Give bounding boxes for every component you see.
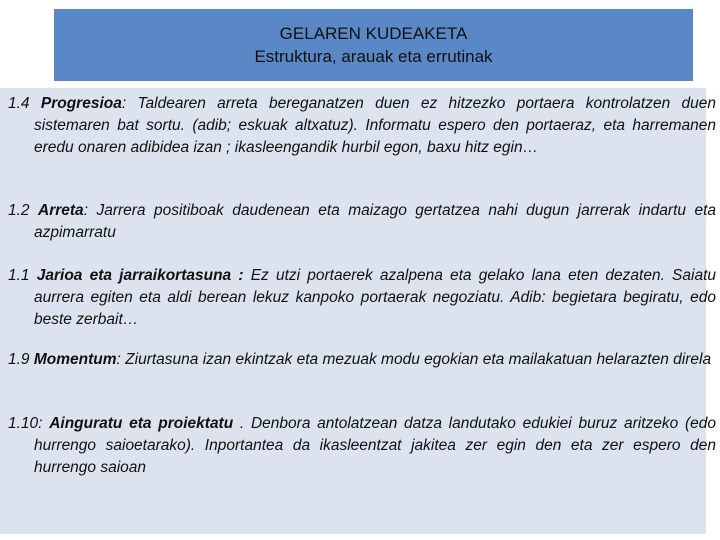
item-number: 1.10: bbox=[8, 415, 43, 432]
slide-title: GELAREN KUDEAKETA bbox=[279, 24, 468, 43]
item-number: 1.9 bbox=[8, 351, 30, 368]
list-item bbox=[8, 413, 716, 479]
item-number: 1.1 bbox=[8, 267, 30, 284]
item-separator: : bbox=[121, 95, 127, 112]
list-item bbox=[8, 200, 716, 244]
item-number: 1.4 bbox=[8, 95, 30, 112]
item-separator: . bbox=[233, 415, 245, 432]
item-text: Jarrera positiboak daudenean eta maizago gertatzea nahi dugun jarrerak indartu eta azpimarratu bbox=[34, 202, 716, 241]
item-separator: : bbox=[116, 351, 121, 368]
item-term: Progresioa bbox=[40, 95, 122, 112]
item-number: 1.2 bbox=[8, 202, 30, 219]
list-item bbox=[8, 93, 716, 159]
list-item bbox=[8, 349, 716, 371]
item-text: Ez utzi portaerek azalpena eta gelako lana eten dezaten. Saiatu aurrera egiten eta aldi berean lekuz kanpoko portaerak negoziatu. Adib: begietara begiratu, edo beste zerbait… bbox=[34, 267, 716, 328]
item-text: Denbora antolatzean datza landutako edukiei buruz aritzeko (edo hurrengo saioetarako). Inportantea da ikasleentzat jakitea zer egin den eta zer espero den hurrengo saioan bbox=[34, 415, 716, 476]
item-text: Taldearen arreta bereganatzen duen ez hitzezko portaera kontrolatzen duen sistemaren bat sortu. (adib; eskuak altxatuz). Informatu espero den portaeraz, eta harremanen eredu onaren adibidea izan ; ikasleengandik hurbil egon, baxu hitz egin… bbox=[34, 95, 716, 156]
item-term: Arreta bbox=[38, 202, 84, 219]
item-term: Ainguratu eta proiektatu bbox=[49, 415, 234, 432]
slide-title-banner bbox=[54, 9, 693, 81]
list-item bbox=[8, 265, 716, 331]
item-term: Jarioa eta jarraikortasuna : bbox=[36, 267, 244, 284]
slide-subtitle: Estruktura, arauak eta errutinak bbox=[254, 47, 493, 66]
item-separator: : bbox=[83, 202, 88, 219]
item-term: Momentum bbox=[33, 351, 117, 368]
item-text: Ziurtasuna izan ekintzak eta mezuak modu egokian eta mailakatuan helarazten direla bbox=[120, 351, 712, 368]
content-panel bbox=[0, 88, 716, 534]
